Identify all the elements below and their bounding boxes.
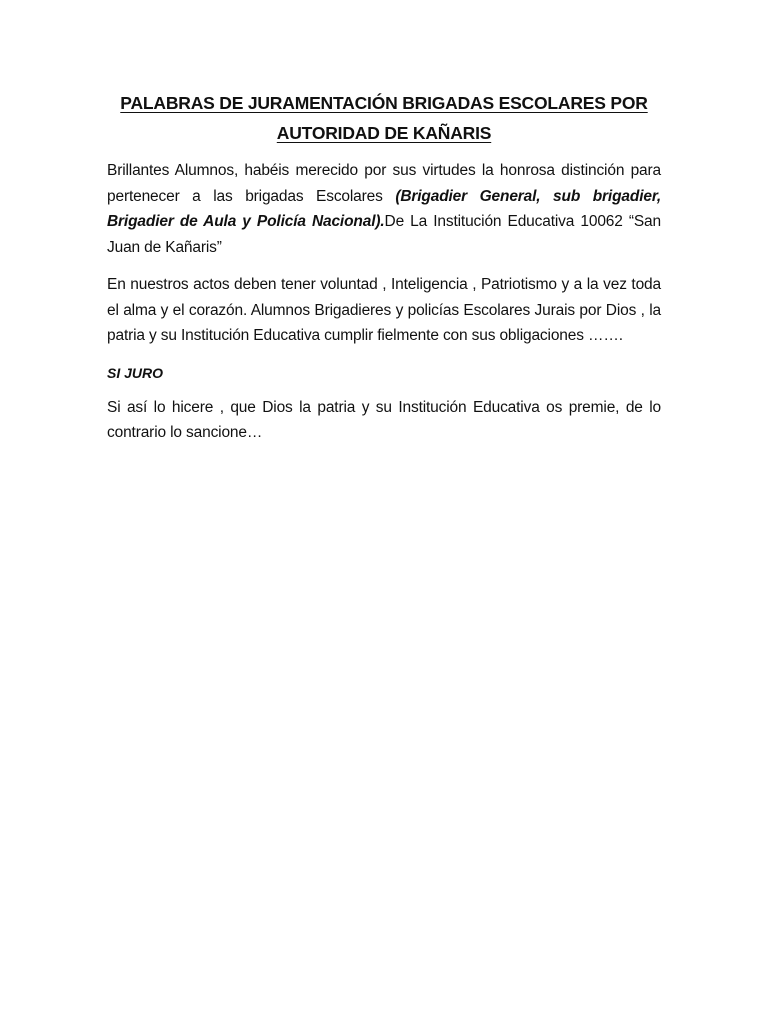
paragraph-closing: Si así lo hicere , que Dios la patria y su Institución Educativa os premie, de lo contrario lo sancione… <box>107 398 661 441</box>
oath-response: SI JURO <box>107 364 164 381</box>
brigade-ranks-emphasis: (Brigadier General, sub brigadier, Brigadier de Aula y Policía Nacional). <box>107 187 661 230</box>
paragraph-distinction-intro: Brillantes Alumnos, habéis merecido por sus virtudes la honrosa distinción para pertenecer a las brigadas Escolares <box>107 162 661 205</box>
paragraph-oath-question: En nuestros actos deben tener voluntad , Inteligencia , Patriotismo y a la vez toda el alma y el corazón. Alumnos Brigadieres y policías Escolares Jurais por Dios , la patria y su Institución Educativa cumplir fielmente con sus obligaciones ……. <box>107 276 661 344</box>
title-line-2: AUTORIDAD DE KAÑARIS <box>276 123 492 143</box>
paragraph-distinction-institution: De La Institución Educativa 10062 “San Juan de Kañaris” <box>107 213 662 256</box>
title-line-1: PALABRAS DE JURAMENTACIÓN BRIGADAS ESCOLARES POR <box>120 93 648 113</box>
document-title <box>107 88 661 148</box>
document-page <box>107 88 661 446</box>
paragraph-distinction <box>107 158 661 260</box>
